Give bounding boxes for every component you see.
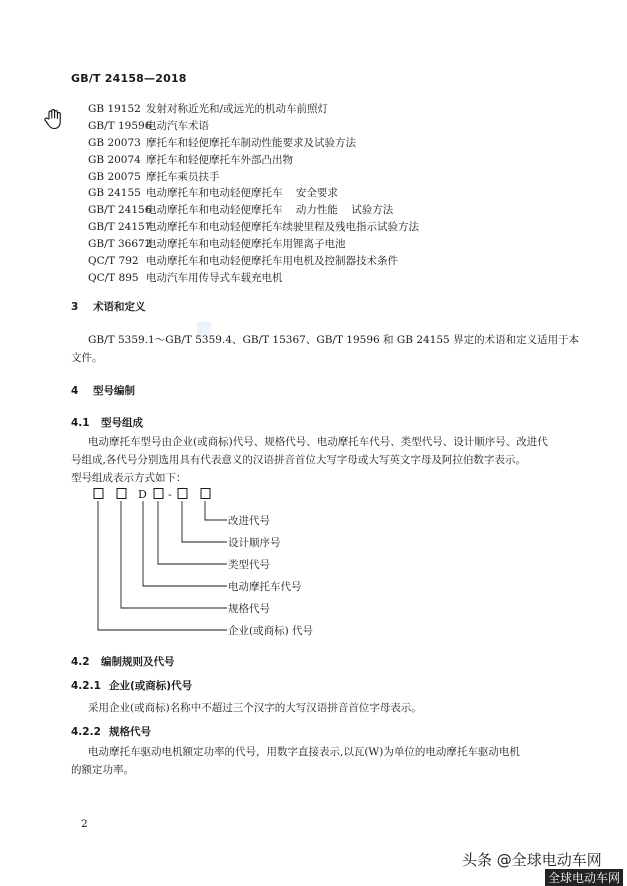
- section-title: 型号编制: [93, 385, 135, 397]
- reference-code: GB 20073: [88, 136, 141, 149]
- label-type-code: 类型代号: [228, 559, 270, 571]
- section-number: 4.2.1: [71, 680, 101, 692]
- source-watermark-sub: 全球电动车网: [545, 869, 623, 886]
- section-title: 企业(或商标)代号: [109, 680, 193, 692]
- reference-code: GB 20074: [88, 153, 141, 166]
- section-4-heading: [71, 383, 135, 398]
- reference-code: GB 20075: [88, 170, 141, 183]
- reference-item: [88, 236, 419, 253]
- paragraph-line: 电动摩托车型号由企业(或商标)代号、规格代号、电动摩托车代号、类型代号、设计顺序号、改进代: [88, 436, 548, 448]
- reference-code: GB/T 19596: [88, 119, 152, 132]
- reference-title: 摩托车乘员扶手: [146, 170, 220, 183]
- reference-title: 电动摩托车和电动轻便摩托车 动力性能 试验方法: [146, 204, 394, 217]
- reference-title: 电动摩托车和电动轻便摩托车 安全要求: [146, 187, 338, 200]
- label-enterprise-code: 企业(或商标) 代号: [228, 625, 314, 637]
- design-seq-leader: [182, 501, 227, 542]
- reference-item: [88, 169, 419, 186]
- source-watermark: 头条 @全球电动车网: [462, 851, 602, 869]
- reference-item: [88, 219, 419, 236]
- section-number: 4.1: [71, 417, 90, 429]
- section-number: 4: [71, 385, 79, 397]
- section-4-1-paragraph: [71, 433, 548, 487]
- label-spec-code: 规格代号: [228, 603, 270, 615]
- model-composition-diagram: [90, 488, 370, 648]
- reference-item: [88, 118, 419, 135]
- section-number: 4.2.2: [71, 726, 101, 738]
- paragraph-line: 型号组成表示方式如下：: [71, 472, 187, 484]
- reference-code: GB/T 24156: [88, 204, 152, 217]
- reference-code: GB 24155: [88, 187, 141, 200]
- reference-title: 电动摩托车和电动轻便摩托车用电机及控制器技术条件: [146, 255, 398, 268]
- reference-title: 电动摩托车和电动轻便摩托车用锂离子电池: [146, 238, 346, 251]
- section-4-2-2-heading: [71, 724, 151, 739]
- dash-separator: -: [168, 488, 172, 501]
- label-design-seq: 设计顺序号: [228, 537, 281, 549]
- type-code-leader: [158, 501, 227, 564]
- reference-code: QC/T 792: [88, 255, 139, 268]
- reference-item: [88, 101, 419, 118]
- normative-references-list: [88, 101, 419, 287]
- reference-item: [88, 135, 419, 152]
- section-title: 规格代号: [109, 726, 151, 738]
- reference-title: 摩托车和轻便摩托车制动性能要求及试验方法: [146, 136, 356, 149]
- section-title: 编制规则及代号: [101, 656, 175, 668]
- spec-code-box: [117, 489, 126, 499]
- enterprise-code-box: [94, 489, 103, 499]
- section-4-2-1-paragraph: 采用企业(或商标)名称中不超过三个汉字的大写汉语拼音首位字母表示。: [88, 702, 422, 714]
- type-code-box: [154, 489, 163, 499]
- ev-code-leader: [143, 501, 227, 586]
- label-improve-code: 改进代号: [228, 515, 270, 527]
- reference-title: 电动汽车术语: [146, 119, 209, 132]
- section-4-2-2-paragraph: [71, 743, 520, 779]
- reference-title: 发射对称近光和/或远光的机动车前照灯: [146, 103, 329, 115]
- section-number: 4.2: [71, 656, 90, 668]
- standard-code-header: GB/T 24158—2018: [71, 72, 187, 85]
- reference-title: 摩托车和轻便摩托车外部凸出物: [146, 153, 293, 166]
- paragraph-line: 号组成,各代号分别选用具有代表意义的汉语拼音首位大写字母或大写英文字母及阿拉伯数字表示。: [71, 454, 526, 466]
- section-number: 3: [71, 301, 79, 313]
- label-ev-code: 电动摩托车代号: [228, 581, 302, 593]
- page-number: 2: [81, 818, 88, 830]
- reference-item: [88, 152, 419, 169]
- section-title: 型号组成: [101, 417, 143, 429]
- section-4-1-heading: [71, 415, 143, 430]
- reference-item: [88, 185, 419, 202]
- improve-code-leader: [205, 501, 227, 520]
- reference-item: [88, 202, 419, 219]
- section-3-heading: [71, 299, 146, 314]
- section-4-2-heading: [71, 654, 175, 669]
- hand-cursor-icon: [42, 108, 64, 130]
- reference-code: QC/T 895: [88, 271, 139, 284]
- paragraph-line: 电动摩托车驱动电机额定功率的代号，用数字直接表示,以瓦(W)为单位的电动摩托车驱动电机: [88, 746, 520, 758]
- reference-code: GB/T 24157: [88, 221, 152, 234]
- spec-code-leader: [121, 501, 227, 608]
- reference-title: 电动摩托车和电动轻便摩托车续驶里程及残电指示试验方法: [146, 221, 419, 234]
- paragraph-line: 的额定功率。: [71, 764, 134, 776]
- section-3-paragraph: [71, 331, 580, 367]
- d-letter: D: [138, 488, 147, 501]
- reference-title: 电动汽车用传导式车载充电机: [146, 271, 283, 284]
- reference-item: [88, 253, 419, 270]
- reference-code: GB/T 36672: [88, 238, 152, 251]
- section-4-2-1-heading: [71, 678, 192, 693]
- improve-code-box: [201, 489, 210, 499]
- paragraph-line: 文件。: [71, 352, 103, 364]
- section-title: 术语和定义: [93, 301, 146, 313]
- reference-code: GB 19152: [88, 103, 141, 115]
- reference-item: [88, 270, 419, 287]
- design-seq-box: [178, 489, 187, 499]
- paragraph-line: GB/T 5359.1～GB/T 5359.4、GB/T 15367、GB/T 19596 和 GB 24155 界定的术语和定义适用于本: [88, 334, 580, 346]
